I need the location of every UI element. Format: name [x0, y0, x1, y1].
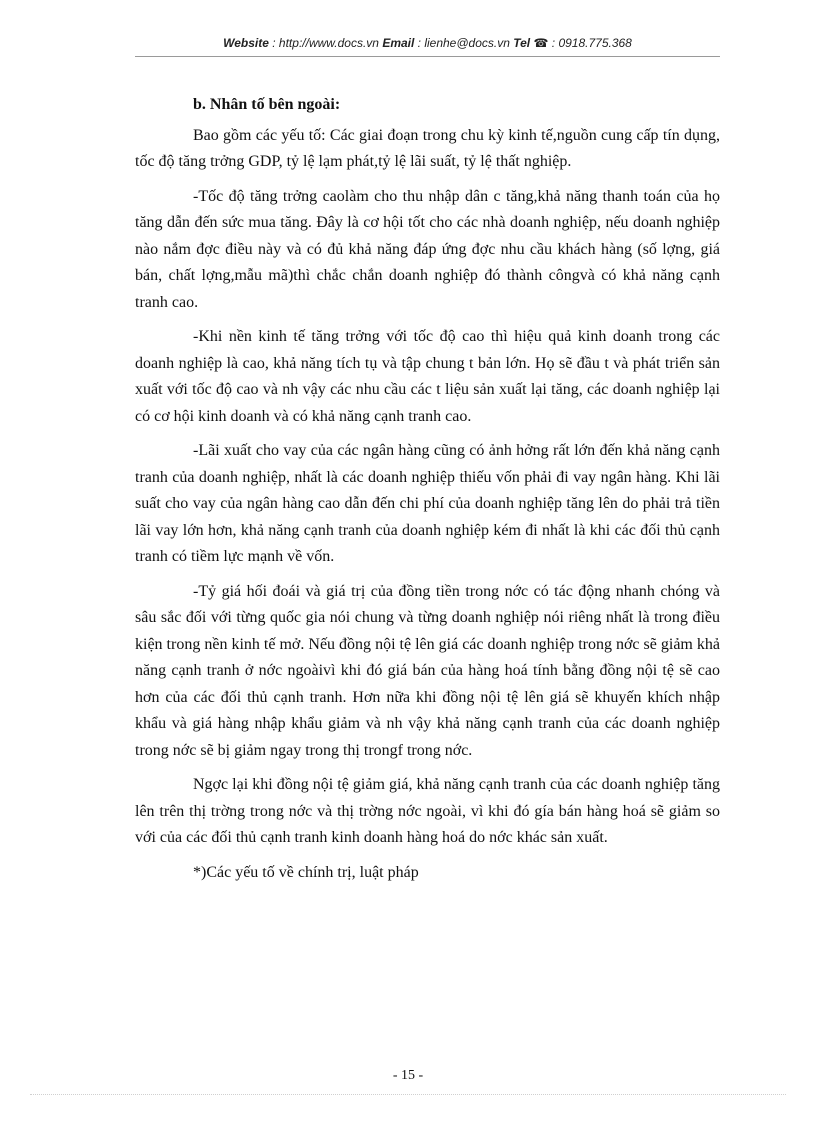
page-number: - 15 -: [392, 1068, 424, 1083]
tel-value: : 0918.775.368: [548, 36, 632, 50]
paragraph-economic-growth: -Khi nền kinh tế tăng trởng với tốc độ cao thì hiệu quả kinh doanh trong các doanh nghiệp là cao, khả năng tích tụ và tập chung t bản lớn. Họ sẽ đầu t và phát triển sản xuất với tốc độ cao và nh vậy các nhu cầu các t liệu sản xuất lại tăng, các doanh nghiệp lại có cơ hội kinh doanh và có khả năng cạnh tranh cao.: [135, 328, 720, 425]
section-heading: b. Nhân tố bên ngoài:: [193, 96, 341, 113]
footer-divider: [30, 1094, 786, 1095]
paragraph-exchange-rate: -Tỷ giá hối đoái và giá trị của đồng tiền trong nớc có tác động nhanh chóng và sâu sắc đối với từng quốc gia nói chung và từng doanh nghiệp nói riêng nhất là trong điều kiện trong nền kinh tế mở. Nếu đồng nội tệ lên giá các doanh nghiệp trong nớc sẽ giảm khả năng cạnh tranh ở nớc ngoàivì khi đó giá bán của hàng hoá tính bằng đồng nội tệ sẽ cao hơn của các đối thủ cạnh tranh. Hơn nữa khi đồng nội tệ lên giá sẽ khuyến khích nhập khẩu và giá hàng nhập khẩu giảm và nh vậy khả năng cạnh tranh của các doanh nghiệp trong nớc sẽ bị giảm ngay trong thị trongf trong nớc.: [135, 582, 720, 759]
email-label: Email: [382, 36, 415, 50]
paragraph-growth-rate: -Tốc độ tăng trởng caolàm cho thu nhập dân c tăng,khả năng thanh toán của họ tăng dẫn đến sức mua tăng. Đây là cơ hội tốt cho các nhà doanh nghiệp, nếu doanh nghiệp nào nắm đợc điều này và có đủ khả năng đáp ứng đợc nhu cầu khách hàng (số lợng, giá bán, chất lợng,mẫu mã)thì chắc chắn doanh nghiệp đó thành côngvà có khả năng cạnh tranh cao.: [135, 187, 720, 311]
header-divider: [135, 56, 720, 57]
paragraph-interest-rate: -Lãi xuất cho vay của các ngân hàng cũng có ảnh hởng rất lớn đến khả năng cạnh tranh của doanh nghiệp, nhất là các doanh nghiệp thiếu vốn phải đi vay ngân hàng. Khi lãi suất cho vay của ngân hàng cao dẫn đến chi phí của doanh nghiệp tăng lên do phải trả tiền lãi vay lớn hơn, khả năng cạnh tranh của doanh nghiệp kém đi nhất là khi các đối thủ cạnh tranh có tiềm lực mạnh về vốn.: [135, 442, 720, 565]
website-value: : http://www.docs.vn: [268, 36, 383, 50]
email-value: : lienhe@docs.vn: [414, 36, 514, 50]
document-body: [135, 86, 720, 894]
paragraph-overview: Bao gồm các yếu tố: Các giai đoạn trong chu kỳ kinh tế,nguồn cung cấp tín dụng, tốc độ tăng trởng GDP, tỷ lệ lạm phát,tỷ lệ lãi suất, tỷ lệ thất nghiệp.: [135, 126, 720, 170]
phone-icon: ☎: [533, 36, 549, 50]
paragraph-political-legal: *)Các yếu tố về chính trị, luật pháp: [193, 863, 419, 881]
paragraph-devaluation: Ngợc lại khi đồng nội tệ giảm giá, khả năng cạnh tranh của các doanh nghiệp tăng lên trên thị trờng trong nớc và thị trờng nớc ngoài, vì khi đó gía bán hàng hoá sẽ giảm so với của các đối thủ cạnh tranh kinh doanh hàng hoá do nớc khác sản xuất.: [135, 776, 720, 846]
page-header: [135, 36, 720, 56]
tel-label: Tel: [513, 36, 531, 50]
website-label: Website: [223, 36, 269, 50]
